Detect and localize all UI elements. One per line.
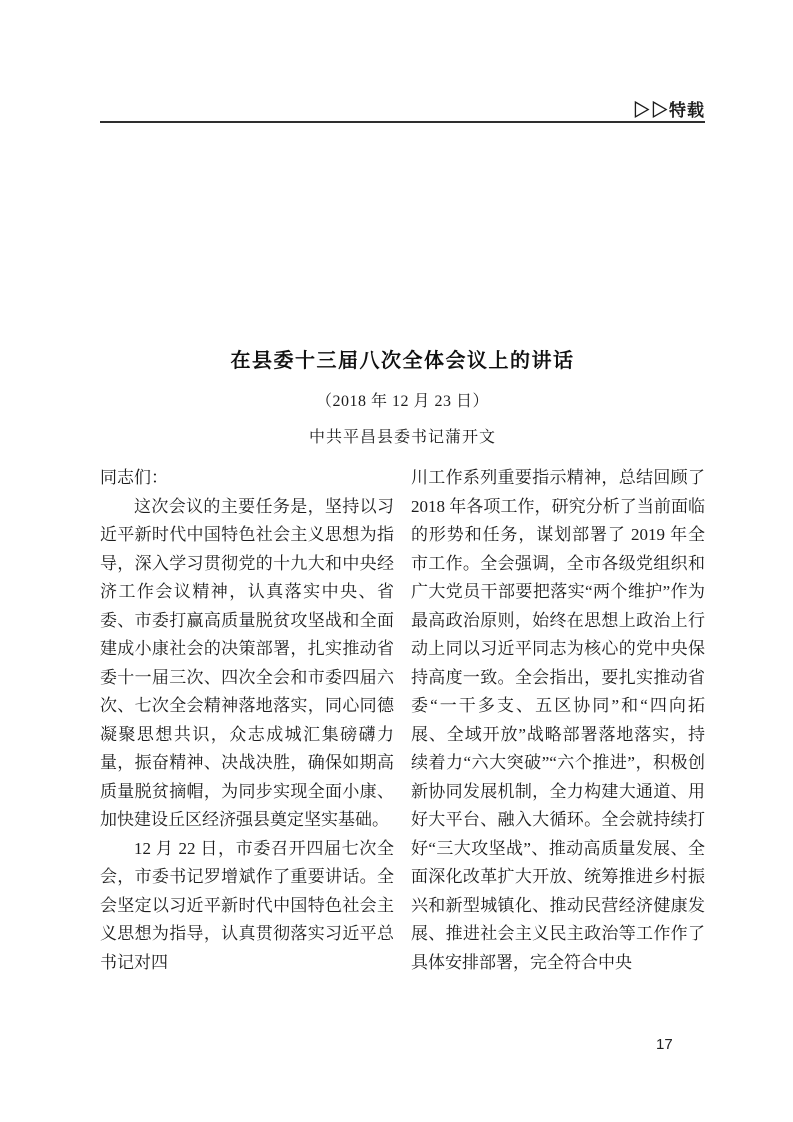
left-paragraph-1: 这次会议的主要任务是，坚持以习近平新时代中国特色社会主义思想为指导，深入学习贯彻党的十九大和中央经济工作会议精神，认真落实中央、省委、市委打赢高质量脱贫攻坚战和全面建成小康社会的决策部署，扎实推动省委十一届三次、四次全会和市委四届六次、七次全会精神落地落实，同心同德凝聚思想共识，众志成城汇集磅礴力量，振奋精神、决战决胜，确保如期高质量脱贫摘帽，为同步实现全面小康、加快建设丘区经济强县奠定坚实基础。 xyxy=(100,496,394,829)
header-feature-label: ▷▷特载 xyxy=(633,101,705,120)
page-title: 在县委十三届八次全体会议上的讲话 xyxy=(230,350,575,372)
salutation: 同志们： xyxy=(100,468,168,487)
left-paragraph-2: 12 月 22 日，市委召开四届七次全会，市委书记罗增斌作了重要讲话。全会坚定以习近平新时代中国特色社会主义思想为指导，认真贯彻落实习近平总书记对四 xyxy=(100,838,394,972)
header-rule xyxy=(100,121,705,123)
right-column xyxy=(411,464,705,977)
document-date: （2018 年 12 月 23 日） xyxy=(315,393,489,410)
document-author: 中共平昌县委书记蒲开文 xyxy=(308,429,496,446)
right-paragraph-1: 川工作系列重要指示精神，总结回顾了 2018 年各项工作，研究分析了当前面临的形势和任务，谋划部署了 2019 年全市工作。全会强调，全市各级党组织和广大党员干部要把落实“两个维护”作为最高政治原则，始终在思想上政治上行动上同以习近平同志为核心的党中央保持高度一致。全会指出，要扎实推动省委“一干多支、五区协同”和“四向拓展、全域开放”战略部署落地落实，持续着力“六大突破”“六个推进”，积极创新协同发展机制，全力构建大通道、用好大平台、融入大循环。全会就持续打好“三大攻坚战”、推动高质量发展、全面深化改革扩大开放、统筹推进乡村振兴和新型城镇化、推动民营经济健康发展、推进社会主义民主政治等工作作了具体安排部署，完全符合中央 xyxy=(411,468,705,972)
title-block xyxy=(100,344,705,447)
body-columns xyxy=(100,464,705,977)
page-number: 17 xyxy=(656,1036,673,1053)
left-column xyxy=(100,464,394,977)
